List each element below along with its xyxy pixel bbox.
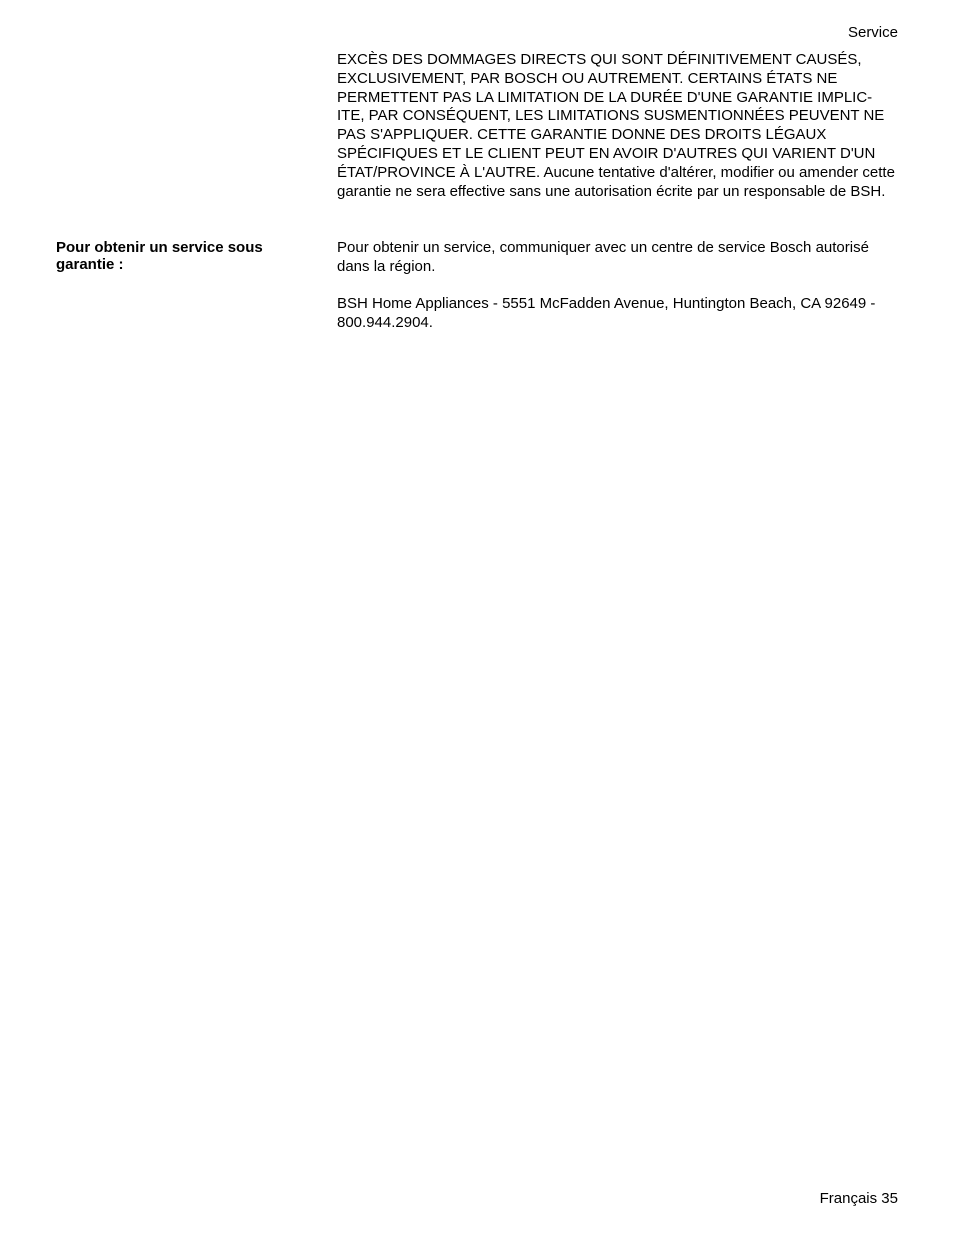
running-header: Service: [847, 24, 898, 41]
page-number-footer: Français 35: [819, 1190, 898, 1207]
service-section-heading: Pour obtenir un service sous garantie :: [56, 239, 263, 273]
service-instructions-paragraph: Pour obtenir un service, communiquer avec un centre de service Bosch autorisé dans la région.: [337, 239, 869, 275]
contact-address-paragraph: BSH Home Appliances - 5551 McFadden Avenue, Huntington Beach, CA 92649 - 800.944.2904.: [337, 295, 876, 331]
warranty-legal-paragraph: EXCÈS DES DOMMAGES DIRECTS QUI SONT DÉFINITIVEMENT CAUSÉS, EXCLUSIVEMENT, PAR BOSCH OU AUTREMENT. CERTAINS ÉTATS NE PERMETTENT PAS LA LIMITATION DE LA DURÉE D'UNE GARANTIE IMPLIC-ITE, PAR CONSÉQUENT, LES LIMITATIONS SUSMENTIONNÉES PEUVENT NE PAS S'APPLIQUER. CETTE GARANTIE DONNE DES DROITS LÉGAUX SPÉCIFIQUES ET LE CLIENT PEUT EN AVOIR D'AUTRES QUI VARIENT D'UN ÉTAT/PROVINCE À L'AUTRE. Aucune tentative d'altérer, modifier ou amender cette garantie ne sera effective sans une autorisation écrite par un responsable de BSH.: [337, 51, 895, 200]
